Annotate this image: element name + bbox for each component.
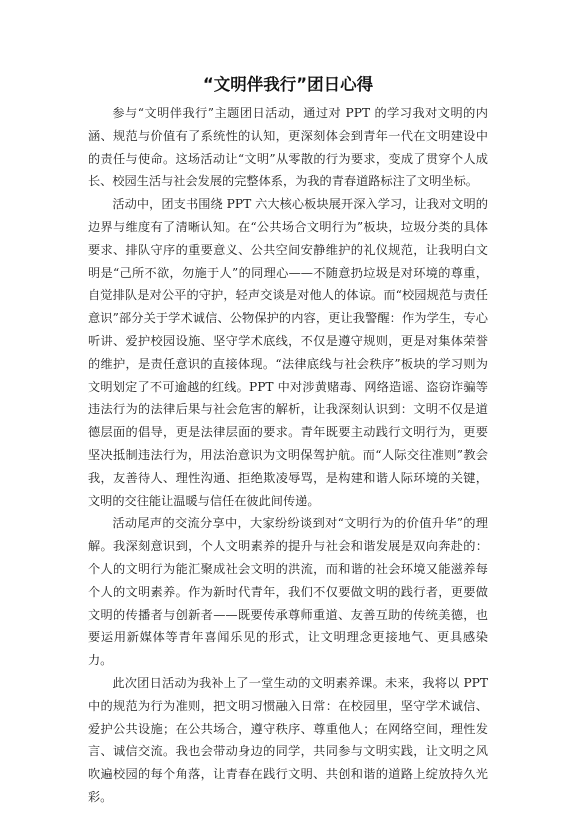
document-body	[88, 102, 488, 809]
document-title: “文明伴我行”团日心得	[202, 75, 374, 94]
paragraph-conclusion: 此次团日活动为我补上了一堂生动的文明素养课。未来，我将以 PPT 中的规范为行为准则，把文明习惯融入日常：在校园里，坚守学术诚信、爱护公共设施；在公共场合，遵守秩序、尊重他人；在网络空间，理性发言、诚信交流。我也会带动身边的同学，共同参与文明实践，让文明之风吹遍校园的每个角落，让青春在践行文明、共创和谐的道路上绽放持久光彩。	[88, 675, 488, 804]
paragraph-sharing: 活动尾声的交流分享中，大家纷纷谈到对“文明行为的价值升华”的理解。我深刻意识到，个人文明素养的提升与社会和谐发展是双向奔赴的：个人的文明行为能汇聚成社会文明的洪流，而和谐的社会环境又能滋养每个人的文明素养。作为新时代青年，我们不仅要做文明的践行者，更要做文明的传播者与创新者——既要传承尊师重道、友善互助的传统美德，也要运用新媒体等青年喜闻乐见的形式，让文明理念更接地气、更具感染力。	[88, 516, 488, 668]
paragraph-intro: 参与“文明伴我行”主题团日活动，通过对 PPT 的学习我对文明的内涵、规范与价值有了系统性的认知，更深刻体会到青年一代在文明建设中的责任与使命。这场活动让“文明”从零散的行为要求，变成了贯穿个人成长、校园生活与社会发展的完整体系，为我的青春道路标注了文明坐标。	[88, 106, 488, 189]
paragraph-activity: 活动中，团支书围绕 PPT 六大核心板块展开深入学习，让我对文明的边界与维度有了清晰认知。在“公共场合文明行为”板块，垃圾分类的具体要求、排队守序的重要意义、公共空间安静维护的礼仪规范，让我明白文明是“己所不欲，勿施于人”的同理心——不随意扔垃圾是对环境的尊重，自觉排队是对公平的守护，轻声交谈是对他人的体谅。而“校园规范与责任意识”部分关于学术诚信、公物保护的内容，更让我警醒：作为学生，专心听讲、爱护校园设施、坚守学术底线，不仅是遵守规则，更是对集体荣誉的维护，是责任意识的直接体现。“法律底线与社会秩序”板块的学习则为文明划定了不可逾越的红线。PPT 中对涉黄赌毒、网络造谣、盗窃诈骗等违法行为的法律后果与社会危害的解析，让我深刻认识到：文明不仅是道德层面的倡导，更是法律层面的要求。青年既要主动践行文明行为，更要坚决抵制违法行为，用法治意识为文明保驾护航。而“人际交往准则”教会我，友善待人、理性沟通、拒绝欺凌辱骂，是构建和谐人际环境的关键，文明的交往能让温暖与信任在彼此间传递。	[88, 197, 488, 508]
